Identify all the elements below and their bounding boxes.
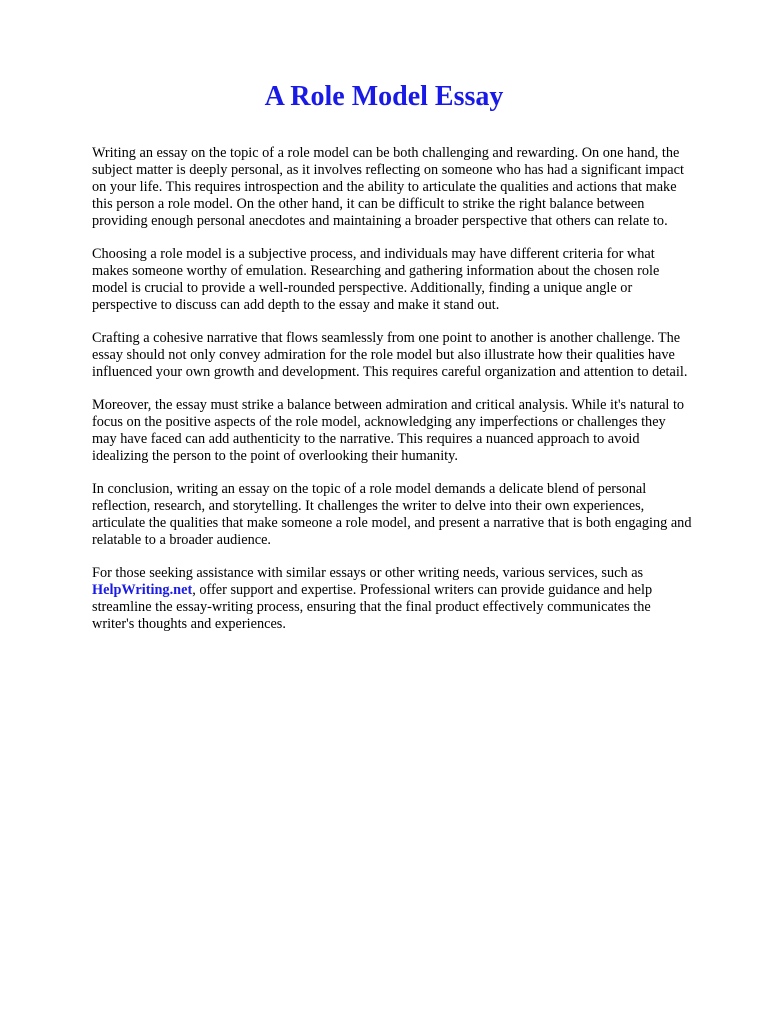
paragraph-6 bbox=[92, 565, 692, 633]
paragraph-3: Crafting a cohesive narrative that flows seamlessly from one point to another is another challenge. The essay should not only convey admiration for the role model but also illustrate how their qualities have influenced your own growth and development. This requires careful organization and attention to detail. bbox=[92, 330, 688, 380]
paragraph-4: Moreover, the essay must strike a balance between admiration and critical analysis. While it's natural to focus on the positive aspects of the role model, acknowledging any imperfections or challenges they may have faced can add authenticity to the narrative. This requires a nuanced approach to avoid idealizing the person to the point of overlooking their humanity. bbox=[92, 397, 685, 464]
paragraph-6-intro: For those seeking assistance with similar essays or other writing needs, various services, such as bbox=[92, 565, 644, 581]
paragraph-5: In conclusion, writing an essay on the topic of a role model demands a delicate blend of personal reflection, research, and storytelling. It challenges the writer to delve into their own experiences, articulate the qualities that make someone a role model, and present a narrative that is both engaging and relatable to a broader audience. bbox=[92, 481, 692, 548]
page-title: A Role Model Essay bbox=[264, 81, 504, 112]
helpwriting-link[interactable]: HelpWriting.net bbox=[92, 582, 193, 598]
paragraph-1: Writing an essay on the topic of a role model can be both challenging and rewarding. On one hand, the subject matter is deeply personal, as it involves reflecting on someone who has had a significant impact on your life. This requires introspection and the ability to articulate the qualities and actions that make this person a role model. On the other hand, it can be difficult to strike the right balance between providing enough personal anecdotes and maintaining a broader perspective that others can relate to. bbox=[92, 145, 684, 229]
paragraph-2: Choosing a role model is a subjective process, and individuals may have different criteria for what makes someone worthy of emulation. Researching and gathering information about the chosen role model is crucial to provide a well-rounded perspective. Additionally, finding a unique angle or perspective to discuss can add depth to the essay and make it stand out. bbox=[92, 246, 660, 313]
essay-body bbox=[92, 145, 692, 649]
paragraph-6-rest: , offer support and expertise. Professional writers can provide guidance and help streamline the essay-writing process, ensuring that the final product effectively communicates the writer's thoughts and experiences. bbox=[92, 582, 653, 632]
